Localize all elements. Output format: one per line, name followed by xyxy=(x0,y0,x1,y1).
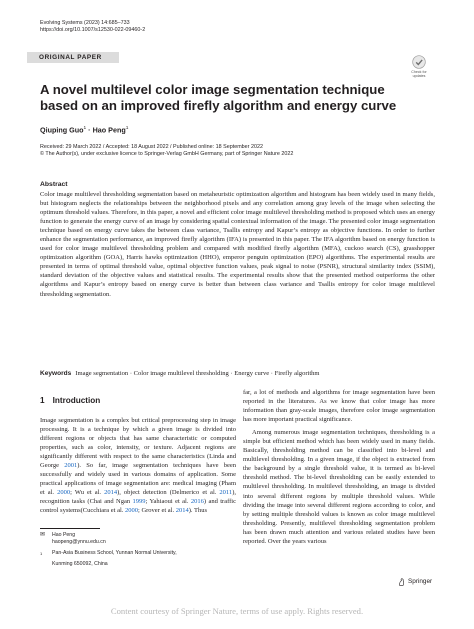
affiliation-line: Pan-Asia Business School, Yunnan Normal University, xyxy=(52,550,177,557)
doi-link[interactable]: https://doi.org/10.1007/s12530-022-09460-2 xyxy=(40,27,146,34)
author-email[interactable]: haopeng@ynnu.edu.cn xyxy=(52,539,106,546)
journal-line: Evolving Systems (2023) 14:685–733 xyxy=(40,20,130,26)
keywords xyxy=(40,369,435,378)
author-name[interactable]: Qiuping Guo xyxy=(40,125,84,135)
check-updates-line1: Check for xyxy=(411,70,427,74)
intro-text-run: ; Yahiaoui et al. xyxy=(145,498,191,506)
corresponding-author: Hao Peng xyxy=(52,532,76,538)
citation-link[interactable]: 2014 xyxy=(104,489,118,497)
author-affiliation-mark: 1 xyxy=(83,126,87,131)
footnote-divider xyxy=(40,528,100,529)
right-column xyxy=(243,388,435,546)
courtesy-footer: Content courtesy of Springer Nature, terms of use apply. Rights reserved. xyxy=(110,606,364,616)
left-column xyxy=(40,416,236,516)
author-affiliation-mark: 1 xyxy=(125,126,129,131)
check-updates-icon xyxy=(412,55,426,69)
citation-link[interactable]: 1999 xyxy=(132,498,146,506)
citation-link[interactable]: 2000 xyxy=(125,507,139,515)
section-heading xyxy=(40,396,100,406)
envelope-icon: ✉ xyxy=(40,532,46,538)
publisher-name: Springer xyxy=(408,578,433,585)
intro-text-run: Image segmentation is a complex but critical preprocessing step in image processing. It is a technique by which a given image is divided into different regions or objects that has same characteristic or computed properties, such as color, intensity, or texture. Adjacent regions are significantly different with respect to the same characteristics (Linda and George xyxy=(40,417,236,470)
intro-text-run: ), object detection (Delmerico et al. xyxy=(117,489,220,497)
publication-dates xyxy=(40,144,293,159)
abstract-heading: Abstract xyxy=(40,181,68,188)
author-list xyxy=(40,124,128,134)
intro-paragraph: Among numerous image segmentation techniques, thresholding is a simple but efficient method which has been widely used in many fields. Basically, thresholding method can be classified into bi-level and multilevel thresholding. In a given image, if the object is extracted from the background by a single threshold value, it is termed as bi-level threshold method. The bi-level thresholding can be easily extended to multilevel thresholding. In multilevel thresholding, an image is divided into several different regions by multiple threshold values. While dividing the image into several different regions according to color, and by setting multiple threshold values is known as color image multilevel thresholding. Presently, multilevel thresholding segmentation problem has been drawn much attention and various related studies have been reported. Over the years various xyxy=(243,429,435,545)
check-for-updates[interactable] xyxy=(406,55,432,78)
affiliation-line: Kunming 650092, China xyxy=(52,561,108,568)
abstract-text: Color image multilevel thresholding segmentation based on metaheuristic optimization algorithm and histogram has been widely used in many fields, but histogram neglects the relationships between the neighborhood pixels and any correlation among gray levels of the image when selecting the optimum threshold values. Therefore, in this paper, a novel and efficient color image multilevel thresholding method is proposed which uses an energy function to generate the energy curve of an image by considering spatial contextual information of the image. The presented color image segmentation technique based on energy curve takes the between class variance, Tsallis entropy and Kapur’s entropy as objective functions. In order to further enhance the segmentation performance, an improved firefly algorithm (IFA) is presented in this paper. The IFA algorithm based on energy function is used for color image multilevel thresholding problem and compared with modified firefly algorithm (MFA), cuckoo search (CS), grasshopper optimization algorithm (GOA), Harris hawks optimization (HHO), emperor penguin optimization (EPO) algorithms. The experimental results are presented in terms of optimal threshold value, optimal objective function values, peak signal to noise (PSNR), structural similarity index (SSIM), standard deviation of the objective values and statistical results. The experimental results show that the presented method outperforms the other algorithms and Kapur’s entropy based on energy curve is better than between class variance and Tsallis entropy for color image multilevel thresholding segmentation. xyxy=(40,191,435,298)
intro-text-run: ; Wu et al. xyxy=(70,489,105,497)
section-number: 1 xyxy=(40,396,45,405)
springer-horse-icon xyxy=(398,578,405,586)
keywords-text: Image segmentation · Color image multilevel thresholding · Energy curve · Firefly algorithm xyxy=(75,370,320,377)
intro-text-run: ). So far, image segmentation techniques have been successfully and widely used in various domains of application. Some practical applications of image segmentation are: medical imaging (Pham et al. xyxy=(40,462,236,497)
intro-text-run: ; Grover et al. xyxy=(138,507,176,515)
author-contact xyxy=(40,532,236,568)
author-separator: · xyxy=(86,125,93,135)
intro-text-run: ) and traffic control systems(Cucchiara et al. xyxy=(40,498,237,515)
affiliation-mark: 1 xyxy=(40,551,43,557)
citation-link[interactable]: 2001 xyxy=(64,462,78,470)
citation-link[interactable]: 2011 xyxy=(219,489,233,497)
check-updates-line2: updates xyxy=(412,74,426,78)
copyright-line: © The Author(s), under exclusive licence to Springer-Verlag GmbH Germany, part of Springer Nature 2022 xyxy=(40,151,294,158)
intro-text-run: ), recognition tasks (Chai and Ngan xyxy=(40,489,236,506)
citation-link[interactable]: 2014 xyxy=(175,507,189,515)
journal-info xyxy=(40,20,145,34)
section-title: Introduction xyxy=(52,396,101,405)
paper-title: A novel multilevel color image segmentation technique based on an improved firefly algorithm and energy curve xyxy=(40,82,397,113)
intro-text-run: ). Thus xyxy=(188,507,208,515)
article-type-badge: ORIGINAL PAPER xyxy=(27,52,119,63)
intro-paragraph xyxy=(40,416,236,516)
citation-link[interactable]: 2000 xyxy=(57,489,71,497)
keywords-label: Keywords xyxy=(40,370,72,377)
author-name[interactable]: Hao Peng xyxy=(92,125,126,135)
publisher-logo xyxy=(398,578,432,586)
received-line: Received: 29 March 2022 / Accepted: 18 August 2022 / Published online: 18 September 2022 xyxy=(40,144,263,150)
intro-paragraph: far, a lot of methods and algorithms for image segmentation have been reported in the literatures. As we know that color image has more information than gray-scale images, therefore color image segmentation has more important practical significance. xyxy=(243,389,435,424)
citation-link[interactable]: 2016 xyxy=(190,498,204,506)
